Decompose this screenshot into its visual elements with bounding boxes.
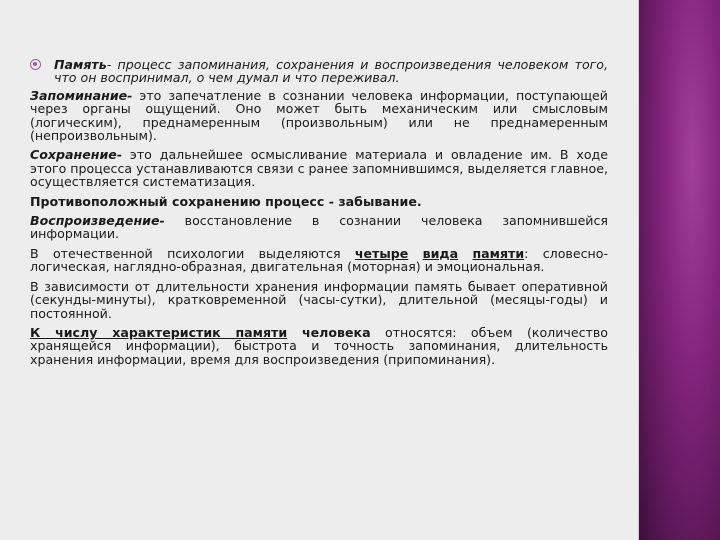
underlined-four: четыре xyxy=(354,245,409,261)
definition-preservation: это дальнейшее осмысливание материала и овладение им. В ходе этого процесса устанавливаются связи с ранее запомнившимся, выделяется главное, осуществляется систематизация. xyxy=(30,147,608,190)
characteristics-list: относятся: объем (количество хранящейся информации), быстрота и точность запоминания, длительность хранения информации, время для воспроизведения (припоминания). xyxy=(30,324,608,367)
definition-reproduction: восстановление в сознании человека запомнившейся информации. xyxy=(30,213,608,242)
paragraph-storage-duration: В зависимости от длительности хранения информации память бывает оперативной (секунды-минуты), кратковременной (часы-сутки), длительной (месяцы-годы) и постоянной. xyxy=(30,278,608,321)
bold-person: человека xyxy=(287,324,371,340)
decorative-side-bar xyxy=(638,0,720,540)
underlined-characteristics: К числу характеристик памяти xyxy=(30,324,288,340)
paragraph-memory-types xyxy=(30,247,608,274)
memory-types-list: : словесно-логическая, наглядно-образная, двигательная (моторная) и эмоциональная. xyxy=(30,245,609,275)
underlined-kinds: вида xyxy=(422,245,459,261)
slide-content xyxy=(30,58,608,372)
term-memory: Память xyxy=(54,57,107,72)
bullet-icon xyxy=(30,59,41,70)
term-reproduction: Воспроизведение- xyxy=(30,213,165,229)
paragraph-memory-definition xyxy=(30,58,608,85)
paragraph-preservation xyxy=(30,148,608,188)
paragraph-reproduction xyxy=(30,214,608,241)
paragraph-characteristics xyxy=(30,326,608,366)
term-preservation: Сохранение- xyxy=(30,147,123,163)
paragraph-forgetting: Противоположный сохранению процесс - забывание. xyxy=(30,193,422,209)
term-memorization: Запоминание- xyxy=(30,87,133,103)
underlined-memory: памяти xyxy=(472,245,525,261)
definition-memorization: это запечатление в сознании человека информации, поступающей через органы ощущений. Оно может быть механическим или смысловым (логическим), преднамеренным (произвольным) или не преднамеренным (непроизвольным). xyxy=(30,87,608,144)
memory-types-intro: В отечественной психологии выделяются xyxy=(30,245,355,261)
paragraph-memorization xyxy=(30,89,608,143)
definition-memory: - процесс запоминания, сохранения и воспроизведения человеком того, что он воспринимал, о чем думал и что переживал. xyxy=(54,57,608,86)
